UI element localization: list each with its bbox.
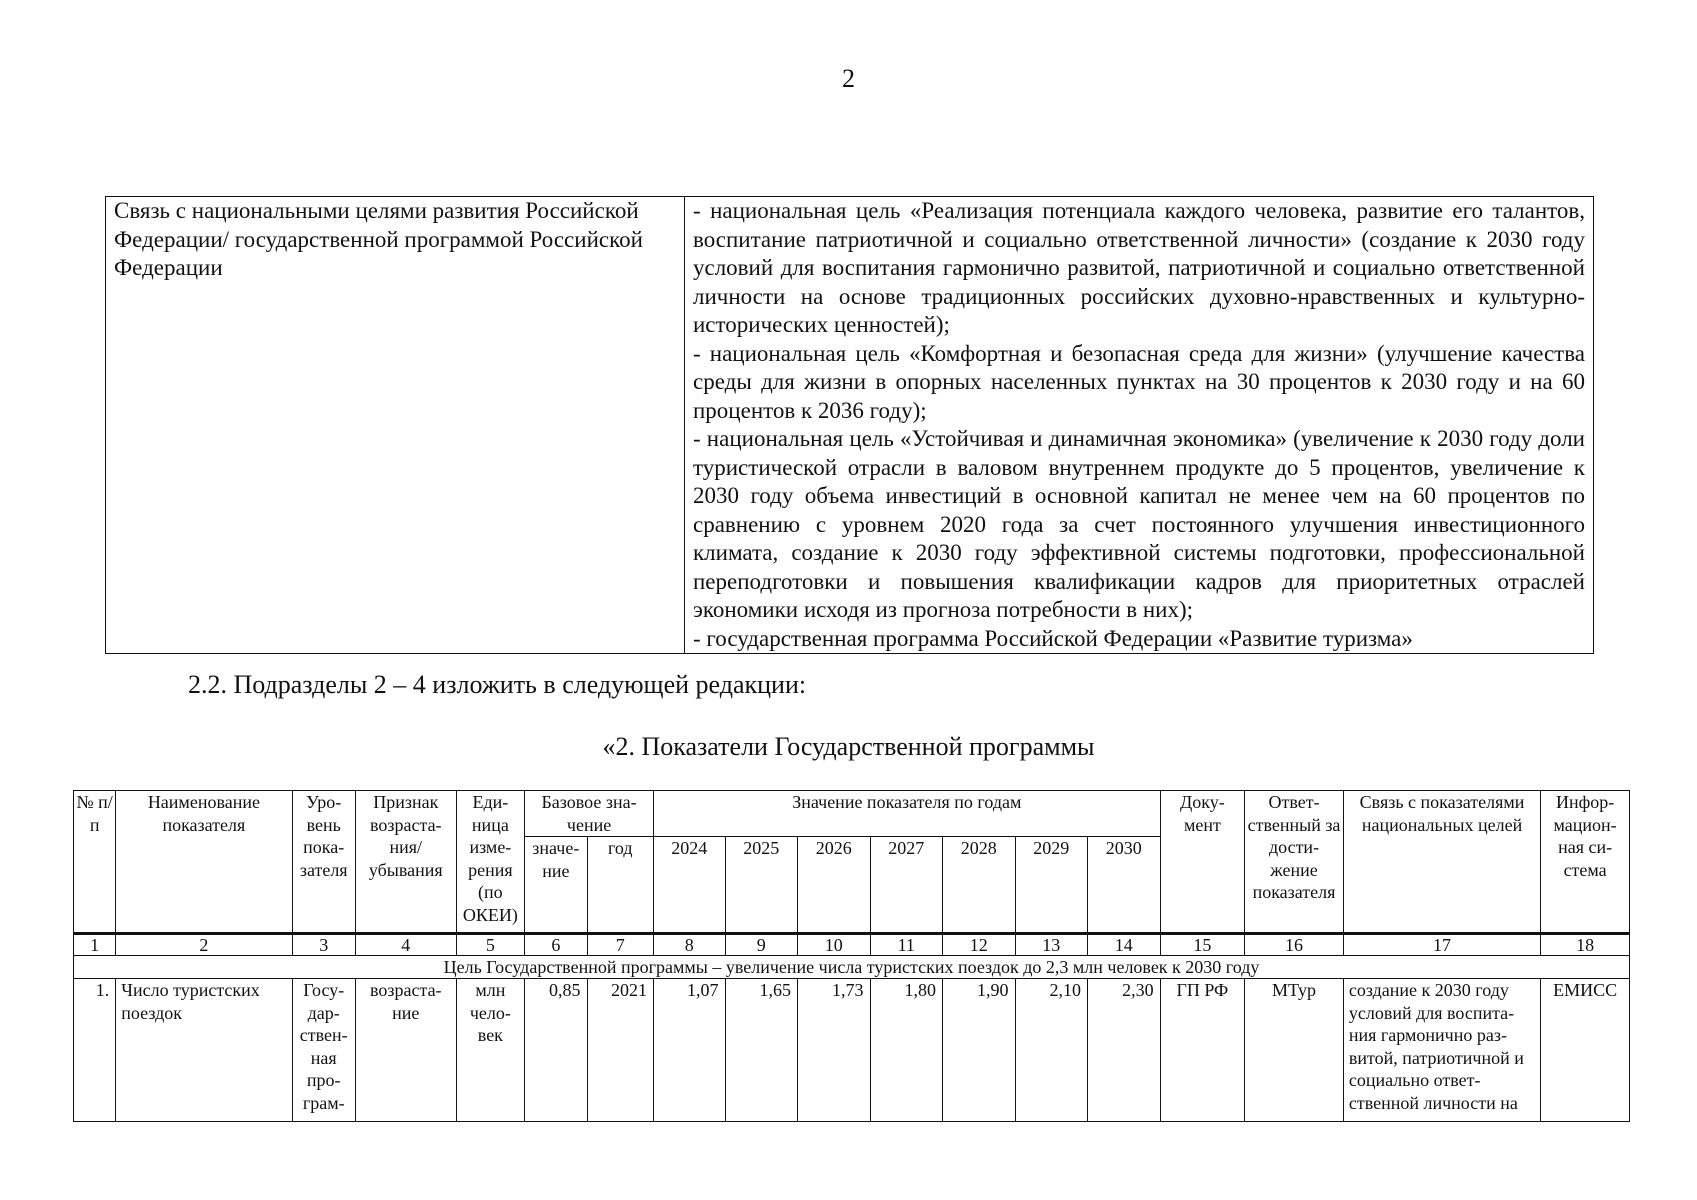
table-row <box>74 979 1630 1122</box>
column-number: 11 <box>870 934 943 956</box>
header-year: 2025 <box>725 837 798 934</box>
column-number: 15 <box>1160 934 1245 956</box>
row-unit: млн чело- век <box>456 979 524 1122</box>
header-info-system: Инфор- мацион- ная си- стема <box>1541 791 1630 934</box>
header-year: 2029 <box>1015 837 1088 934</box>
column-number: 18 <box>1541 934 1630 956</box>
column-number: 9 <box>725 934 798 956</box>
header-year: 2024 <box>654 837 726 934</box>
row-link: создание к 2030 году условий для воспита- ния гармонично раз- витой, патриотичной и социально ответ- ственной личности на <box>1343 979 1540 1122</box>
header-level: Уро- вень пока- зателя <box>292 791 355 934</box>
column-number: 5 <box>456 934 524 956</box>
row-responsible: МТур <box>1245 979 1344 1122</box>
header-document: Доку- мент <box>1160 791 1245 934</box>
column-number: 6 <box>525 934 587 956</box>
indicators-table <box>73 790 1630 1122</box>
header-year: 2026 <box>798 837 871 934</box>
header-trend: Признак возраста- ния/ убывания <box>355 791 456 934</box>
row-value-2027: 1,80 <box>870 979 943 1122</box>
subsection-instruction: 2.2. Подразделы 2 – 4 изложить в следующей редакции: <box>188 670 807 699</box>
header-year: 2028 <box>943 837 1016 934</box>
row-trend: возраста- ние <box>355 979 456 1122</box>
header-base-value: значе- ние <box>525 837 587 934</box>
column-number: 2 <box>116 934 292 956</box>
column-number: 3 <box>292 934 355 956</box>
column-number: 16 <box>1245 934 1344 956</box>
national-goals-table <box>105 196 1594 654</box>
column-number: 8 <box>654 934 726 956</box>
header-base-year: год <box>587 837 653 934</box>
page-number: 2 <box>842 64 855 93</box>
state-program-item: - государственная программа Российской Федерации «Развитие туризма» <box>693 625 1413 651</box>
column-number: 10 <box>798 934 871 956</box>
header-unit: Еди- ница изме- рения (по ОКЕИ) <box>456 791 524 934</box>
national-goal-item: - национальная цель «Комфортная и безопасная среда для жизни» (улучшение качества среды для жизни в опорных населенных пунктах на 30 процентов к 2030 году и на 60 процентов к 2036 году); <box>693 340 1585 423</box>
row-document: ГП РФ <box>1160 979 1245 1122</box>
row-value-2028: 1,90 <box>943 979 1016 1122</box>
column-number: 4 <box>355 934 456 956</box>
header-link: Связь с показателями национальных целей <box>1343 791 1540 934</box>
header-year: 2030 <box>1088 837 1161 934</box>
row-info-system: ЕМИСС <box>1541 979 1630 1122</box>
row-value-2024: 1,07 <box>654 979 726 1122</box>
column-number: 14 <box>1088 934 1161 956</box>
row-value-2029: 2,10 <box>1015 979 1088 1122</box>
header-no: № п/п <box>74 791 116 934</box>
row-level: Госу- дар- ствен- ная про- грам- <box>292 979 355 1122</box>
column-number: 13 <box>1015 934 1088 956</box>
header-name: Наименование показателя <box>116 791 292 934</box>
column-number: 17 <box>1343 934 1540 956</box>
row-no: 1. <box>74 979 116 1122</box>
row-value-2025: 1,65 <box>725 979 798 1122</box>
header-base: Базовое зна- чение <box>525 791 654 837</box>
national-goal-item: - национальная цель «Реализация потенциала каждого человека, развитие его талантов, воспитание патриотичной и социально ответственной личности» (создание к 2030 году условий для воспитания гармонично развитой, патриотичной и социально ответственной личности на основе традиционных российских духовно-нравственных и культурно-исторических ценностей); <box>693 198 1585 337</box>
national-goal-item: - национальная цель «Устойчивая и динамичная экономика» (увеличение к 2030 году доли туристической отрасли в валовом внутреннем продукте до 5 процентов, увеличение к 2030 году объема инвестиций в основной капитал не менее чем на 60 процентов по сравнению с уровнем 2020 года за счет постоянного улучшения инвестиционного климата, создание к 2030 году эффективной системы подготовки, профессиональной переподготовки и повышения квалификации кадров для приоритетных отраслей экономики исходя из прогноза потребности в них); <box>693 426 1585 622</box>
row-name: Число туристских поездок <box>116 979 292 1122</box>
column-number: 1 <box>74 934 116 956</box>
row-base-year: 2021 <box>587 979 653 1122</box>
header-year: 2027 <box>870 837 943 934</box>
header-responsible: Ответ- ственный за дости- жение показателя <box>1245 791 1344 934</box>
section-title: «2. Показатели Государственной программы <box>602 732 1095 761</box>
row-value-2026: 1,73 <box>798 979 871 1122</box>
column-number: 12 <box>943 934 1016 956</box>
program-goal-row: Цель Государственной программы – увеличение числа туристских поездок до 2,3 млн человек к 2030 году <box>74 956 1630 979</box>
row-base-value: 0,85 <box>525 979 587 1122</box>
column-number: 7 <box>587 934 653 956</box>
national-goals-content <box>685 197 1594 654</box>
header-values-by-year: Значение показателя по годам <box>654 791 1161 837</box>
row-value-2030: 2,30 <box>1088 979 1161 1122</box>
national-goals-label: Связь с национальными целями развития Российской Федерации/ государственной программой Российской Федерации <box>106 197 685 654</box>
